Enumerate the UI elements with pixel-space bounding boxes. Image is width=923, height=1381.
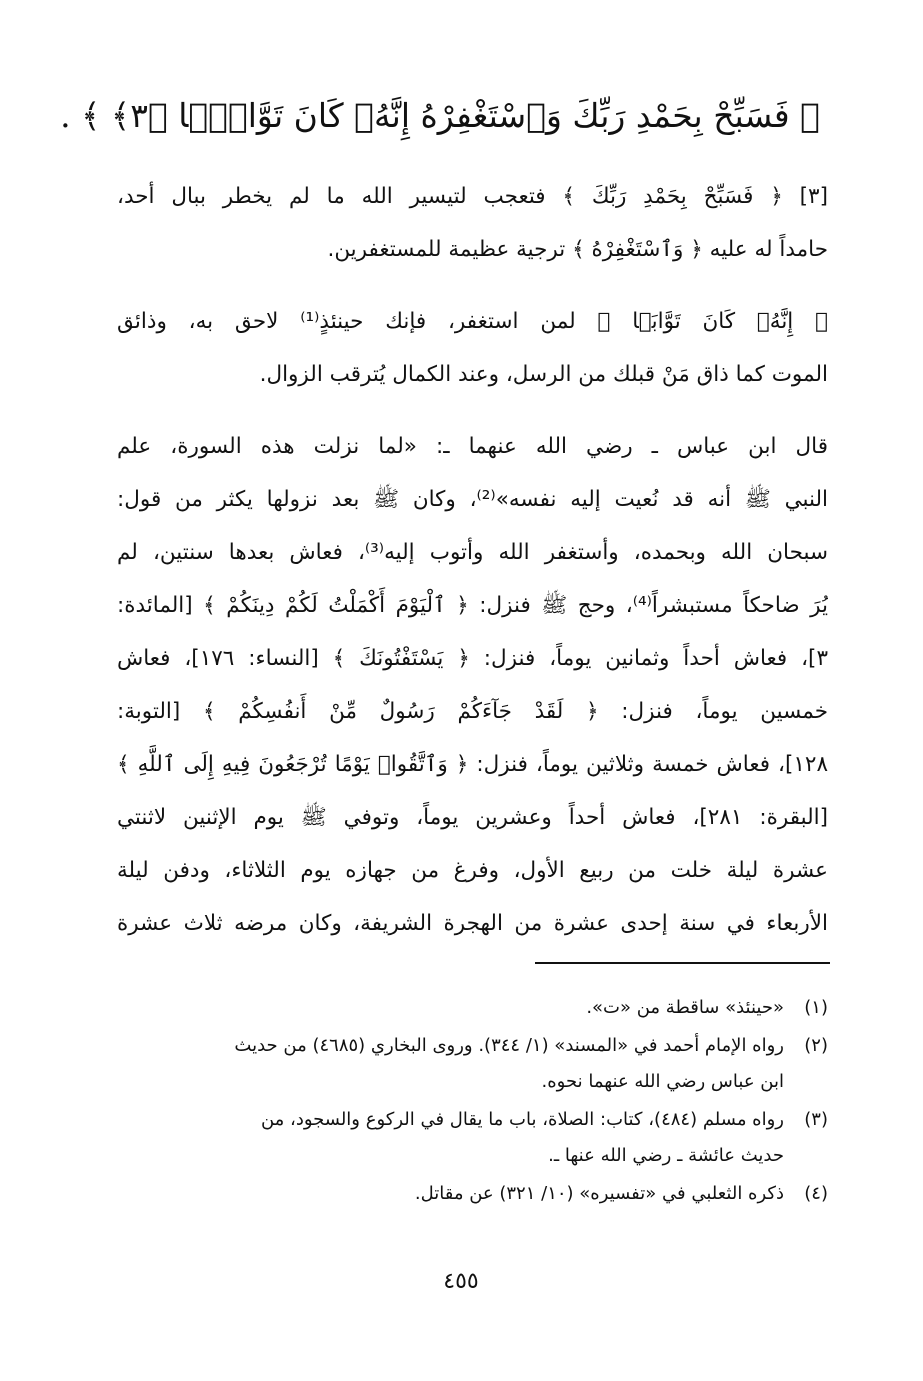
text-line: عشرة ليلة خلت من ربيع الأول، وفرغ من جهازه يوم الثلاثاء، ودفن ليلة: [117, 858, 828, 883]
text-line: الموت كما ذاق مَنْ قبلك من الرسل، وعند الكمال يُترقب الزوال.: [259, 362, 828, 387]
footnote-1: [117, 990, 828, 1026]
quran-verse-heading: ﴿ فَسَبِّحْ بِحَمْدِ رَبِّكَ وَٱسْتَغْفِرْهُ إِنَّهُۥ كَانَ تَوَّابَۢا ﴿٣﴾ ﴾ .: [60, 96, 820, 135]
footnote-line: رواه مسلم (٤٨٤)، كتاب: الصلاة، باب ما يقال في الركوع والسجود، من: [260, 1109, 784, 1130]
text-line: حامداً له عليه ﴿ وَٱسْتَغْفِرْهُ ﴾ ترجية عظيمة للمستغفرين.: [327, 237, 828, 262]
footnote-divider: [535, 962, 830, 964]
footnote-4: [117, 1176, 828, 1212]
footnote-line: حديث عائشة ـ رضي الله عنها ـ.: [548, 1145, 784, 1166]
footnote-line: ابن عباس رضي الله عنهما نحوه.: [541, 1071, 784, 1092]
footnote-line: رواه الإمام أحمد في «المسند» (١/ ٣٤٤). وروى البخاري (٤٦٨٥) من حديث: [234, 1035, 784, 1056]
footnote-text: [117, 990, 784, 1026]
footnotes: [117, 990, 828, 1214]
text-line: يُرَ ضاحكاً مستبشراً⁽⁴⁾، وحج ﷺ فنزل: ﴿ ٱلْيَوْمَ أَكْمَلْتُ لَكُمْ دِينَكُمْ ﴾ [المائدة:: [117, 593, 828, 618]
footnote-3: [117, 1102, 828, 1174]
text-line: ١٢٨]، فعاش خمسة وثلاثين يوماً، فنزل: ﴿ وَٱتَّقُوا۟ يَوْمًا تُرْجَعُونَ فِيهِ إِلَى ٱللَّهِ ﴾: [117, 752, 828, 777]
footnote-2: [117, 1028, 828, 1100]
footnote-number: (١): [804, 997, 828, 1018]
paragraph-tawwab-commentary: [117, 295, 828, 401]
text-line: [البقرة: ٢٨١]، فعاش أحداً وعشرين يوماً، وتوفي ﷺ يوم الإثنين لاثنتي: [117, 805, 828, 830]
text-line: خمسين يوماً، فنزل: ﴿ لَقَدْ جَآءَكُمْ رَسُولٌ مِّنْ أَنفُسِكُمْ ﴾ [التوبة:: [117, 699, 828, 724]
footnote-text: [117, 1102, 784, 1174]
text-line: الأربعاء في سنة إحدى عشرة من الهجرة الشريفة، وكان مرضه ثلاث عشرة: [117, 911, 828, 936]
main-text: [117, 170, 828, 950]
footnote-line: ذكره الثعلبي في «تفسيره» (١٠/ ٣٢١) عن مقاتل.: [414, 1183, 784, 1204]
text-line: قال ابن عباس ـ رضي الله عنهما ـ: «لما نزلت هذه السورة، علم: [117, 434, 828, 459]
footnote-number: (٣): [804, 1109, 828, 1130]
text-line: النبي ﷺ أنه قد نُعيت إليه نفسه»⁽²⁾، وكان ﷺ بعد نزولها يكثر من قول:: [117, 487, 828, 512]
text-line: ﴿ إِنَّهُۥ كَانَ تَوَّابَۢا ﴾ لمن استغفر، فإنك حينئذٍ⁽¹⁾ لاحق به، وذائق: [117, 309, 828, 334]
text-line: ٣]، فعاش أحداً وثمانين يوماً، فنزل: ﴿ يَسْتَفْتُونَكَ ﴾ [النساء: ١٧٦]، فعاش: [117, 646, 828, 671]
text-line: سبحان الله وبحمده، وأستغفر الله وأتوب إليه⁽³⁾، فعاش بعدها سنتين، لم: [117, 540, 828, 565]
text-line: [٣] ﴿ فَسَبِّحْ بِحَمْدِ رَبِّكَ ﴾ فتعجب لتيسير الله ما لم يخطر ببال أحد،: [117, 184, 828, 209]
footnote-text: [117, 1176, 784, 1212]
footnote-number: (٢): [804, 1035, 828, 1056]
paragraph-verse-3-commentary: [117, 170, 828, 276]
footnote-text: [117, 1028, 784, 1100]
footnote-number: (٤): [804, 1183, 828, 1204]
footnote-line: «حينئذ» ساقطة من «ت».: [586, 997, 784, 1018]
paragraph-ibn-abbas-narration: [117, 420, 828, 950]
page-number: ٤٥٥: [443, 1269, 479, 1294]
